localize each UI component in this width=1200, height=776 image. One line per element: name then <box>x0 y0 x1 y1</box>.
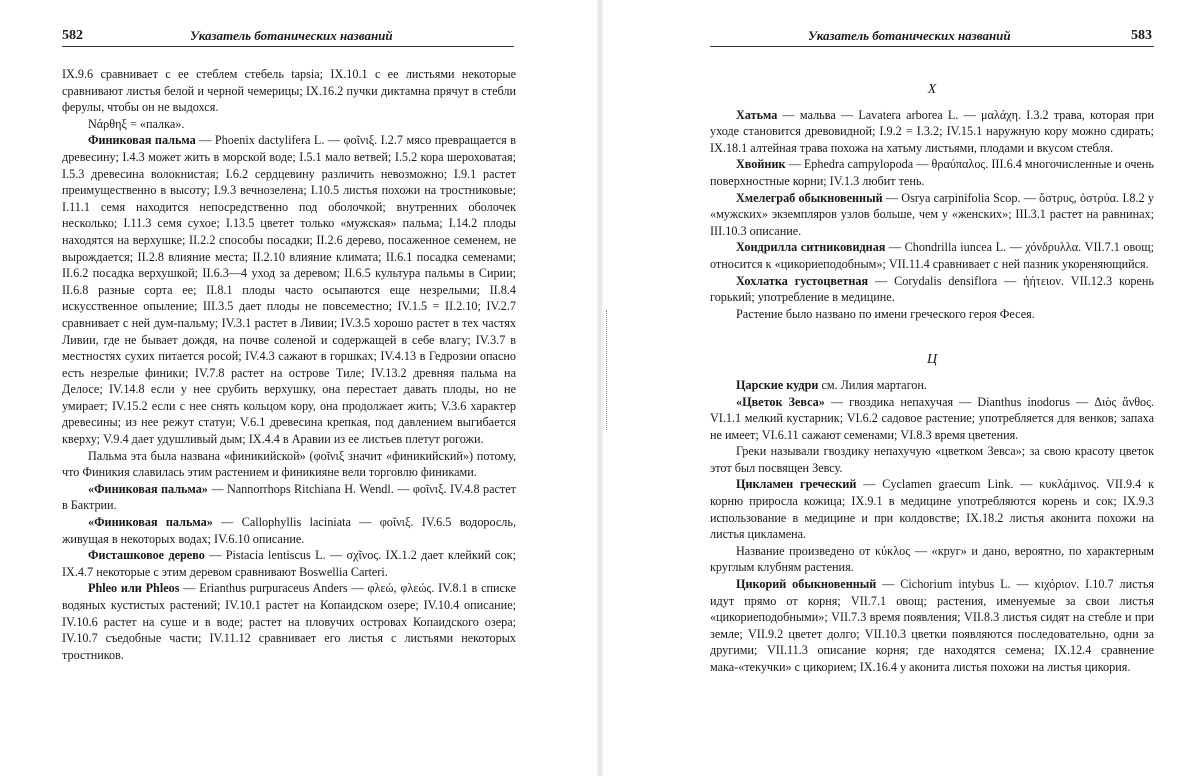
header-rule <box>62 46 514 47</box>
index-entry <box>710 273 1154 306</box>
entry-term: Хондрилла ситниковидная <box>736 240 886 255</box>
entry-text: см. Лилия мартагон. <box>818 377 927 392</box>
entry-text: Растение было названо по имени греческого героя Фесея. <box>736 306 1035 321</box>
section-letter-x: X <box>927 82 937 97</box>
left-page <box>0 0 598 776</box>
entry-text: — мальва — Lavatera arborea L. — μαλάχη. I.3.2 трава, которая при уходе становится древовидной; I.9.2 = I.3.2; IV.15.1 наружную кору можно сдирать; IX.18.1 алтейная трава похожа на хатьму листьями, плодами и вкусом стебля. <box>710 107 1154 155</box>
left-header <box>62 28 514 46</box>
entry-text: Название произведено от κύκλος — «круг» и дано, вероятно, по характерным круглым клубням растения. <box>710 543 1154 575</box>
entry-text: Греки называли гвоздику непахучую «цветком Зевса»; за свою красоту цветок этот был посвящен Зевсу. <box>710 444 1154 475</box>
entry-text: — Cyclamen graecum Link. — κυκλάμινος. VII.9.4 к корню приросла кожица; IX.9.1 в медицине употребляются корень и сок; IX.9.3 использование в медицине и при колдовстве; IX.18.2 листья аконита похожи на листья цикламена. <box>710 477 1155 542</box>
entry-text: — Cichorium intybus L. — κιχόριον. I.10.7 листья идут прямо от корня; VII.7.1 овощ; растения, именуемые за свои листья «цикориеподобными»; VII.7.3 время появления; VII.8.3 листья сидят на стебле и при земле; VII.9.2 цветет долго; VII.10.3 цветки появляются последовательно, одни за другими; VII.11.3 описание корня; где находятся семена; IX.12.4 сравнение мака-«текучки» с цикорием; IX.16.4 у аконита листья похожи на листья цикория. <box>710 577 1154 674</box>
index-entry <box>710 543 1154 576</box>
index-entry <box>710 394 1154 444</box>
entry-term: Хатьма <box>736 107 778 122</box>
entry-term: Цикорий обыкновенный <box>736 577 877 592</box>
left-page-body <box>62 66 516 663</box>
index-entry <box>710 107 1154 157</box>
entry-text: — гвоздика непахучая — Dianthus inodorus — Διὸς ἄνθος. VI.1.1 мелкий кустарник; VI.6.2 садовое растение; употребляется для венков; запаха не имеет; VI.6.11 сажают семенами; VI.8.3 время цветения. <box>710 394 1155 442</box>
index-entry <box>710 190 1154 240</box>
entry-term: Финиковая пальма <box>88 133 196 148</box>
entry-text: — Osrya carpinifolia Scop. — ὄστρυς, ὀστρύα. I.8.2 у «мужских» экземпляров узлов больше, чем у «женских»; III.3.1 растет на равнинах; III.10.3 описание. <box>710 190 1154 238</box>
entry-text: Νάρθηξ = «палка». <box>88 116 185 131</box>
section-x-entries <box>710 107 1154 323</box>
page-number: 582 <box>62 28 83 43</box>
section-ts-entries <box>710 377 1154 676</box>
header-rule <box>710 46 1154 47</box>
right-header <box>712 28 1152 46</box>
entry-term: Хвойник <box>736 157 786 172</box>
entry-term: «Финиковая пальма» <box>88 481 208 496</box>
entry-text: — Callophyllis laciniata — φοῖνιξ. IV.6.5 водоросль, живущая в некоторых водах; IV.6.10 описание. <box>62 515 516 546</box>
entry-text: — Chondrilla iuncea L. — χόνδρυλλα. VII.7.1 овощ; относится к «цикориеподобным»; VII.11.4 сравнивает с ней пазник укореняющийся. <box>710 240 1154 271</box>
index-entry <box>710 443 1154 476</box>
index-entry <box>62 116 516 133</box>
index-entry <box>710 239 1154 272</box>
index-entry <box>62 66 516 116</box>
right-page-body <box>710 82 1154 676</box>
index-entry <box>710 306 1154 323</box>
entry-term: «Цветок Зевса» <box>736 394 825 409</box>
section-letter-ts: Ц <box>926 352 938 368</box>
entry-term: Хохлатка густоцветная <box>736 273 869 288</box>
index-entry <box>710 576 1154 676</box>
index-entry <box>62 132 516 447</box>
index-entry <box>62 514 516 547</box>
entry-text: — Corydalis densiflora — ἠήτειον. VII.12.3 корень горький; употребление в медицине. <box>710 273 1154 305</box>
entry-text: — Pistacia lentiscus L. — σχῖνος. IX.1.2 дает клейкий сок; IX.4.7 некоторые с этим деревом сравнивают Boswellia Carteri. <box>62 548 516 579</box>
index-entry <box>710 377 1154 394</box>
entry-term: Царские кудри <box>736 377 819 392</box>
entry-text: — Phoenix dactylifera L. — φοῖνιξ. I.2.7 мясо превращается в древесину; I.4.3 может жить в морской воде; I.5.1 мало ветвей; I.5.2 кора шероховатая; I.5.3 древесина волокнистая; I.6.2 сердцевину различить невозможно; I.9.1 растет преимущественно в высоту; I.9.3 вечнозелена; I.10.5 листья похожи на тростниковые; I.11.1 семя находится непосредственно под оболочкой; внутренних оболочек несколько; I.11.3 семя сухое; I.13.5 цветет только «мужская» пальма; I.14.2 плоды находятся на верхушке; II.2.2 способы посадки; II.2.6 дерево, посаженное семенем, не вырождается; II.2.8 влияние места; II.2.10 влияние климата; II.6.1 посадка семенами; II.6.2 посадка верхушкой; II.6.3—4 уход за деревом; II.6.5 культура пальмы в Сирии; II.6.8 разные сорта ее; II.8.1 плоды часто осыпаются еще незрелыми; II.8.4 искусственное опыление; III.3.5 дает плоды не повсеместно; IV.1.5 = II.2.10; IV.2.7 сравнивает с ней дум-пальму; IV.3.1 растет в Ливии; IV.3.5 хорошо растет в тех частях Ливии, где не бывает дождя, на почве соленой и содержащей в себе влагу; IV.3.7 в местностях сухих питается росой; IV.4.3 сажают в горшках; IV.4.13 в Гедрозии опасно есть незрелые финики; IV.7.8 растет на острове Тиле; IV.13.2 древняя пальма на Делосе; IV.14.8 если у нее срубить верхушку, она перестает давать плоды, но не умирает; IV.15.2 если с нее снять кольцом кору, она продолжает жить; V.3.6 характер древесины; из нее режут статуи; V.6.1 древесина крепкая, под давлением выгибается кверху; V.9.4 дает удушливый дым; IX.4.4 в Аравии из ее листьев плетут рогожи. <box>62 133 516 447</box>
right-page <box>602 0 1200 776</box>
entry-text: Пальма эта была названа «финикийской» (φοῖνιξ значит «финикийский») потому, что Финикия славилась этим растением и финикияне вели торговлю финиками. <box>62 448 516 480</box>
entry-term: Фисташковое дерево <box>88 548 205 563</box>
index-entry <box>710 476 1154 542</box>
index-entry <box>62 580 516 663</box>
index-entry <box>62 481 516 514</box>
index-entry <box>62 547 516 580</box>
entry-text: — Erianthus purpuraceus Anders — φλεώ, φλεώς. IV.8.1 в списке водяных кустистых растений; IV.10.1 растет на Копаидском озере; IV.10.4 описание; IV.10.6 растет на суше и в воде; растет на пловучих островах Копаидского озера; IV.10.7 съедобные части; IV.11.12 сравнивает его листья с листьями некоторых тростников. <box>62 581 516 662</box>
running-head: Указатель ботанических названий <box>190 28 393 43</box>
entry-term: Phleo или Phleos <box>88 581 180 596</box>
entry-text: — Nannorrhops Ritchiana H. Wendl. — φοῖνιξ. IV.4.8 растет в Бактрии. <box>62 481 516 513</box>
entry-text: IX.9.6 сравнивает с ее стеблем стебель tapsia; IX.10.1 с ее листьями некоторые сравнивают листья белой и черной чемерицы; IX.16.2 пучки диктамна прячут в стебли ферулы, чтобы он не выдохся. <box>62 67 516 115</box>
page-number: 583 <box>1131 28 1152 43</box>
index-entry <box>710 156 1154 189</box>
entry-text: — Ephedra campylopoda — θραύπαλος. III.6.4 многочисленные и очень поверхностные корни; IV.1.3 любит тень. <box>710 157 1154 188</box>
running-head: Указатель ботанических названий <box>808 28 1011 43</box>
entry-term: Цикламен греческий <box>736 477 857 492</box>
index-entry <box>62 448 516 481</box>
entry-term: Хмелеграб обыкновенный <box>736 190 883 205</box>
entry-term: «Финиковая пальма» <box>88 515 213 530</box>
